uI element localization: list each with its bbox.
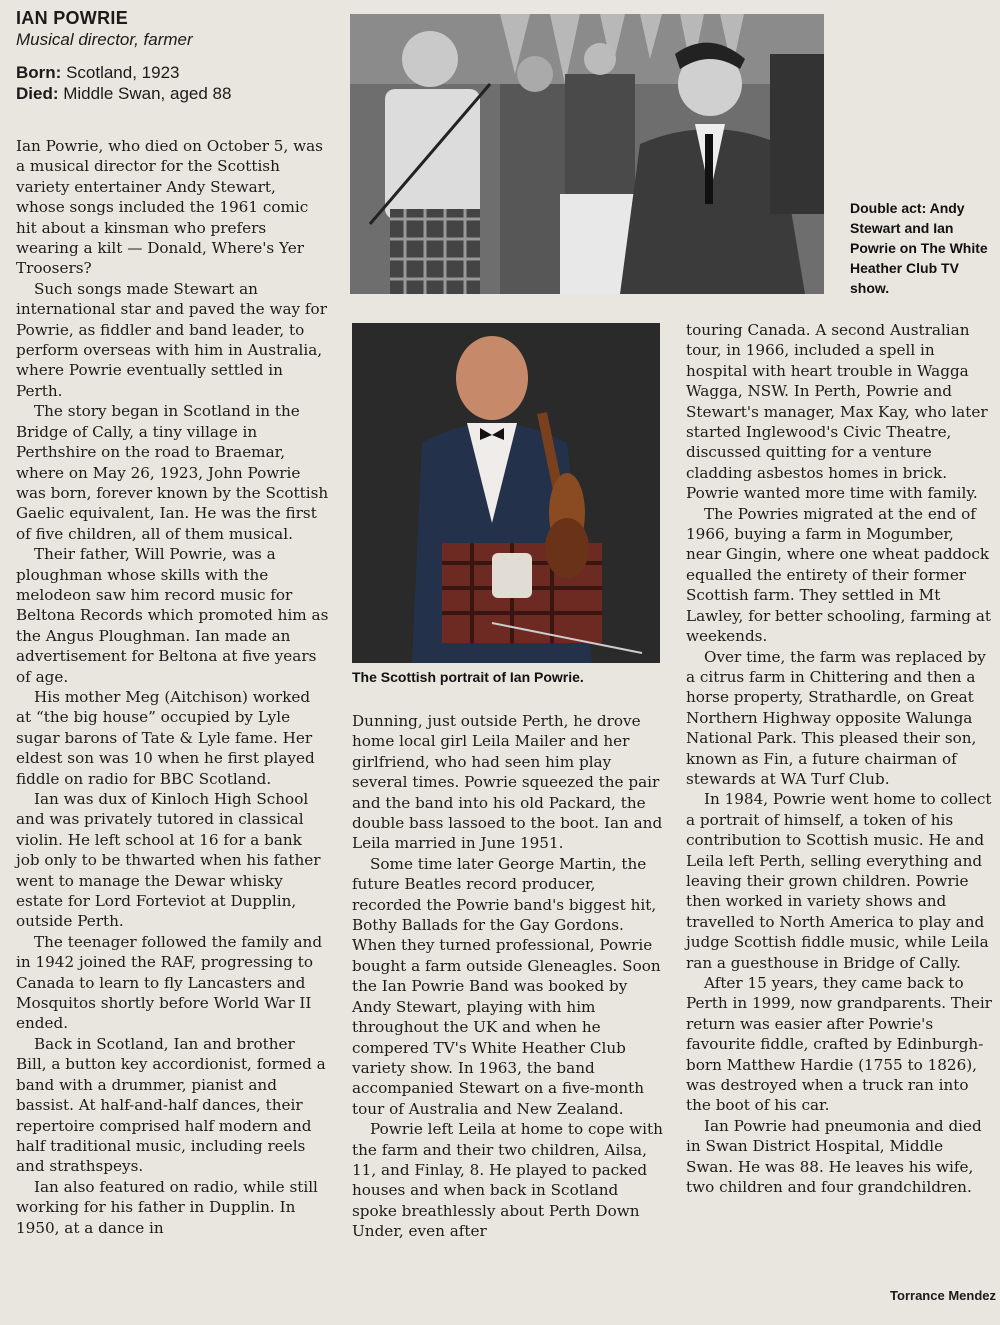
born-label: Born: [16,63,62,82]
top-photo-stewart-powrie [350,14,824,294]
life-facts [16,62,336,104]
top-photo-caption: Double act: Andy Stewart and Ian Powrie on The White Heather Club TV show. [850,200,988,296]
portrait-image [352,323,660,663]
born-line [16,62,336,83]
obituary-header [16,8,336,104]
paragraph: The teenager followed the family and in 1942 joined the RAF, progressing to Canada to learn to fly Lancasters and Mosquitos shortly before World War II ended. [16,932,323,1033]
paragraph: Such songs made Stewart an international star and paved the way for Powrie, as fiddler and band leader, to perform overseas with him in Australia, where Powrie eventually settled in Perth. [16,279,327,400]
portrait-caption: The Scottish portrait of Ian Powrie. [352,669,584,685]
portrait-photo-ian-powrie [352,323,660,663]
paragraph: His mother Meg (Aitchison) worked at “the big house” occupied by Lyle sugar barons of Tate & Lyle fame. Her eldest son was 10 when he first played fiddle on radio for BBC Scotland. [16,687,315,788]
died-line [16,83,336,104]
paragraph: The Powries migrated at the end of 1966, buying a farm in Mogumber, near Gingin, where one wheat paddock equalled the entirety of their former Scottish farm. They settled in Mt Lawley, for better schooling, farming at weekends. [686,504,991,646]
paragraph: In 1984, Powrie went home to collect a portrait of himself, a token of his contribution to Scottish music. He and Leila left Perth, selling everything and leaving their grown children. Powrie then worked in variety shows and travelled to North America to play and judge Scottish fiddle music, while Leila ran a guesthouse in Bridge of Cally. [686,790,992,972]
person-role: Musical director, farmer [16,30,193,49]
paragraph: Ian also featured on radio, while still working for his father in Dupplin. In 1950, at a dance in [16,1177,318,1237]
paragraph: Ian was dux of Kinloch High School and was privately tutored in classical violin. He left school at 16 for a bank job only to be thwarted when his father went to manage the Dewar whisky estate for Lord Forteviot at Dupplin, outside Perth. [16,790,321,931]
paragraph: The story began in Scotland in the Bridge of Cally, a tiny village in Perthshire on the road to Braemar, where on May 26, 1923, John Powrie was born, forever known by the Scottish Gaelic equivalent, Ian. He was the first of five children, all of them musical. [16,402,329,543]
paragraph: Their father, Will Powrie, was a ploughman whose skills with the melodeon saw him record music for Beltona Records which promoted him as the Angus Ploughman. Ian made an advertisement for Beltona at five years of age. [16,545,329,686]
paragraph: Ian Powrie had pneumonia and died in Swan District Hospital, Middle Swan. He was 88. He leaves his wife, two children and four grandchildren. [686,1116,982,1197]
article-column-2 [352,711,665,1242]
article-column-3 [686,320,992,1197]
paragraph: Powrie left Leila at home to cope with the farm and their two children, Ailsa, 11, and Finlay, 8. He played to packed houses and when back in Scotland spoke breathlessly about Perth Down Under, even after [352,1120,663,1241]
person-name: IAN POWRIE [16,8,129,28]
article-column-1 [16,136,329,1238]
died-label: Died: [16,84,59,103]
born-value: Scotland, 1923 [66,63,180,82]
died-value: Middle Swan, aged 88 [63,84,232,103]
paragraph: Back in Scotland, Ian and brother Bill, a button key accordionist, formed a band with a drummer, pianist and bassist. At half-and-half dances, their repertoire comprised half modern and half traditional music, including reels and strathspeys. [16,1034,326,1176]
paragraph: Dunning, just outside Perth, he drove home local girl Leila Mailer and her girlfriend, who had seen him play several times. Powrie squeezed the pair and the band into his old Packard, the double bass lassoed to the boot. Ian and Leila married in June 1951. [352,712,663,853]
paragraph: After 15 years, they came back to Perth in 1999, now grandparents. Their return was easier after Powrie's favourite fiddle, crafted by Edinburgh-born Matthew Hardie (1755 to 1826), was destroyed when a truck ran into the boot of his car. [686,974,992,1115]
top-photo-image [350,14,824,294]
paragraph: Over time, the farm was replaced by a citrus farm in Chittering and then a horse property, Strathardle, on Great Northern Highway opposite Walunga National Park. This pleased their son, known as Fin, a future chairman of stewards at WA Turf Club. [686,647,986,788]
paragraph: Some time later George Martin, the future Beatles record producer, recorded the Powrie band's biggest hit, Bothy Ballads for the Gay Gordons. When they turned professional, Powrie bought a farm outside Gleneagles. Soon the Ian Powrie Band was booked by Andy Stewart, playing with him throughout the UK and when he compered TV's White Heather Club variety show. In 1963, the band accompanied Stewart on a five-month tour of Australia and New Zealand. [352,854,661,1118]
paragraph: Ian Powrie, who died on October 5, was a musical director for the Scottish variety entertainer Andy Stewart, whose songs included the 1961 comic hit about a kinsman who prefers wearing a kilt — Donald, Where's Yer Troosers? [16,137,323,278]
paragraph: touring Canada. A second Australian tour, in 1966, included a spell in hospital with heart trouble in Wagga Wagga, NSW. In Perth, Powrie and Stewart's manager, Max Kay, who later started Inglewood's Civic Theatre, discussed quitting for a venture cladding asbestos homes in brick. Powrie wanted more time with family. [686,321,988,503]
byline: Torrance Mendez [890,1288,996,1303]
